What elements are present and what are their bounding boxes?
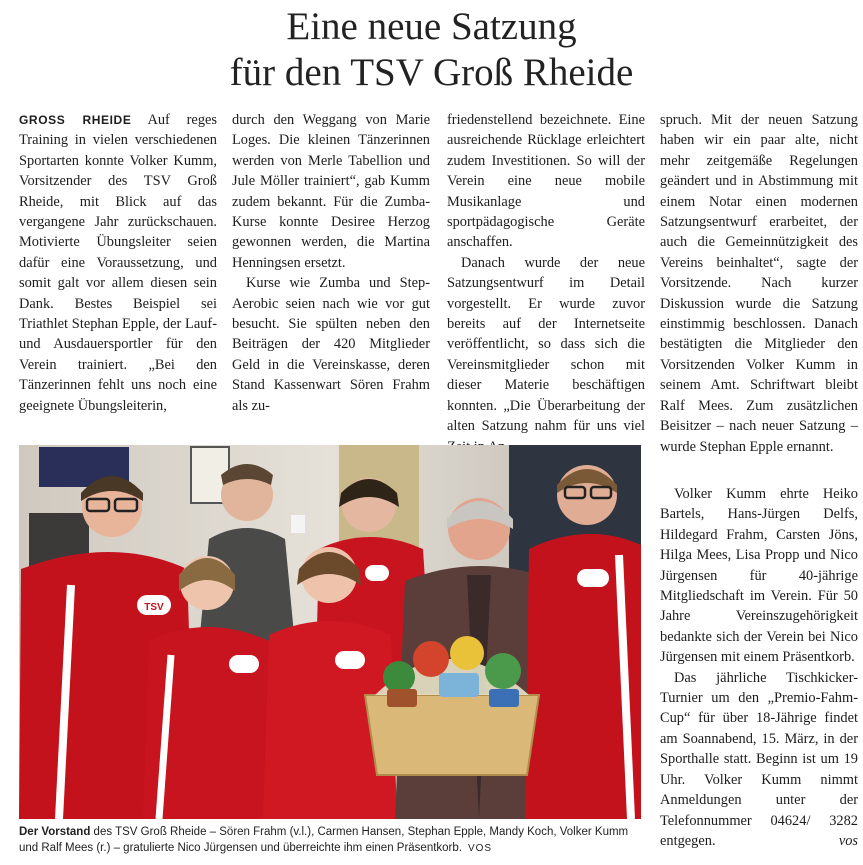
paragraph-text: Auf reges Training in vielen verschiedenen Sportarten konnte Volker Kumm, Vorsitzender des TSV Groß Rheide, mit Blick auf das vergangene Jahr zurückschauen. Motivierte Übungsleiter seien dafür eine Voraussetzung, und somit galt vor allem diesen sein Dank. Bestes Beispiel sei Triathlet Stephan Epple, der Lauf- und Ausdauersportler für den Verein trainiert. „Bei den Tänzerinnen fehlt uns noch eine geeignete Übungsleiterin, xyxy=(19,112,217,414)
article-paragraph: spruch. Mit der neuen Satzung haben wir ein paar alte, nicht mehr zeitgemäße Regelungen geändert und in Abstimmung mit einem Notar einen modernen Satzungsentwurf erarbeitet, der auch die Gemeinnützigkeit des Vereins beinhaltet“, sagte der Vorsitzende. Nach kurzer Diskussion wurde die Satzung einstimmig beschlossen. Danach bestätigten die Mitglieder den Vorsitzenden Volker Kumm in seinem Amt. Schriftwart bleibt Ralf Mees. Zum zusätzlichen Beisitzer – nach neuer Satzung – wurde Stephan Epple ernannt. xyxy=(660,112,858,455)
article-paragraph: Volker Kumm ehrte Heiko Bartels, Hans-Jürgen Delfs, Hildegard Frahm, Carsten Jöns, Hilga Mees, Lisa Propp und Nico Jürgensen für 40-jährige Mitgliedschaft im Verein. Für 50 Jahre Vereinszugehörigkeit bedankte sich der Verein bei Nico Jürgensen mit einem Präsentkorb. xyxy=(660,486,858,666)
article-paragraph: friedenstellend bezeichnete. Eine ausreichende Rücklage erleichtert zudem Investitionen. So will der Verein eine neue mobile Musikanlage und sportpädagogische Geräte anschaffen. xyxy=(447,112,645,251)
article-column-4-continued xyxy=(660,484,858,851)
article-paragraph: durch den Weggang von Marie Loges. Die kleinen Tänzerinnen werden von Merle Tabellion und Jule Möller trainiert“, gab Kumm zudem bekannt. Für die Zumba-Kurse konnte Desiree Herzog gewonnen werden, die Martina Henningsen ersetzt. xyxy=(232,112,430,271)
group-photo-illustration xyxy=(19,445,641,819)
photo-credit: VOS xyxy=(467,843,493,854)
group-photo xyxy=(19,445,641,819)
article-column-3 xyxy=(447,110,645,457)
headline-line-1: Eine neue Satzung xyxy=(286,5,577,48)
caption-lead: Der Vorstand xyxy=(19,826,91,838)
jacket-logo-text: TSV xyxy=(144,602,164,613)
paragraph-text: Das jährliche Tischkicker-Turnier um den „Premio-Fahm-Cup“ für über 18-Jährige findet am Soannabend, 15. März, in der Sporthalle statt. Beginn ist um 19 Uhr. Volker Kumm nimmt Anmeldungen unter der Telefonnummer 04624/ 3282 entgegen. xyxy=(660,669,858,849)
light-switch xyxy=(291,515,305,533)
article-paragraph xyxy=(660,668,858,852)
author-initials: vos xyxy=(838,832,858,849)
caption-text: des TSV Groß Rheide – Sören Frahm (v.l.), Carmen Hansen, Stephan Epple, Mandy Koch, Volker Kumm und Ralf Mees (r.) – gratulierte Nico Jürgensen und überreichte ihm einen Präsentkorb. xyxy=(19,826,629,854)
headline-line-2: für den TSV Groß Rheide xyxy=(229,51,634,94)
article-paragraph xyxy=(19,110,217,416)
article-paragraph: Kurse wie Zumba und Step-Aerobic seien nach wie vor gut besucht. Sie spülten neben den Beiträgen der 420 Mitglieder Geld in die Vereinskasse, deren Stand Kassenwart Sören Frahm als zu- xyxy=(232,275,430,414)
article-column-1 xyxy=(19,110,217,416)
dateline: GROSS RHEIDE xyxy=(19,113,132,127)
article-column-4 xyxy=(660,110,858,457)
article-paragraph: Danach wurde der neue Satzungsentwurf im Detail vorgestellt. Er wurde zuvor bereits auf der Internetseite veröffentlicht, so dass sich die Vereinsmitglieder schon mit dieser Materie beschäftigen konnten. „Die Überarbeitung der alten Satzung nahm für uns viel xyxy=(447,254,645,435)
article-column-2 xyxy=(232,110,430,416)
photo-caption xyxy=(19,824,641,857)
headline xyxy=(0,4,863,96)
